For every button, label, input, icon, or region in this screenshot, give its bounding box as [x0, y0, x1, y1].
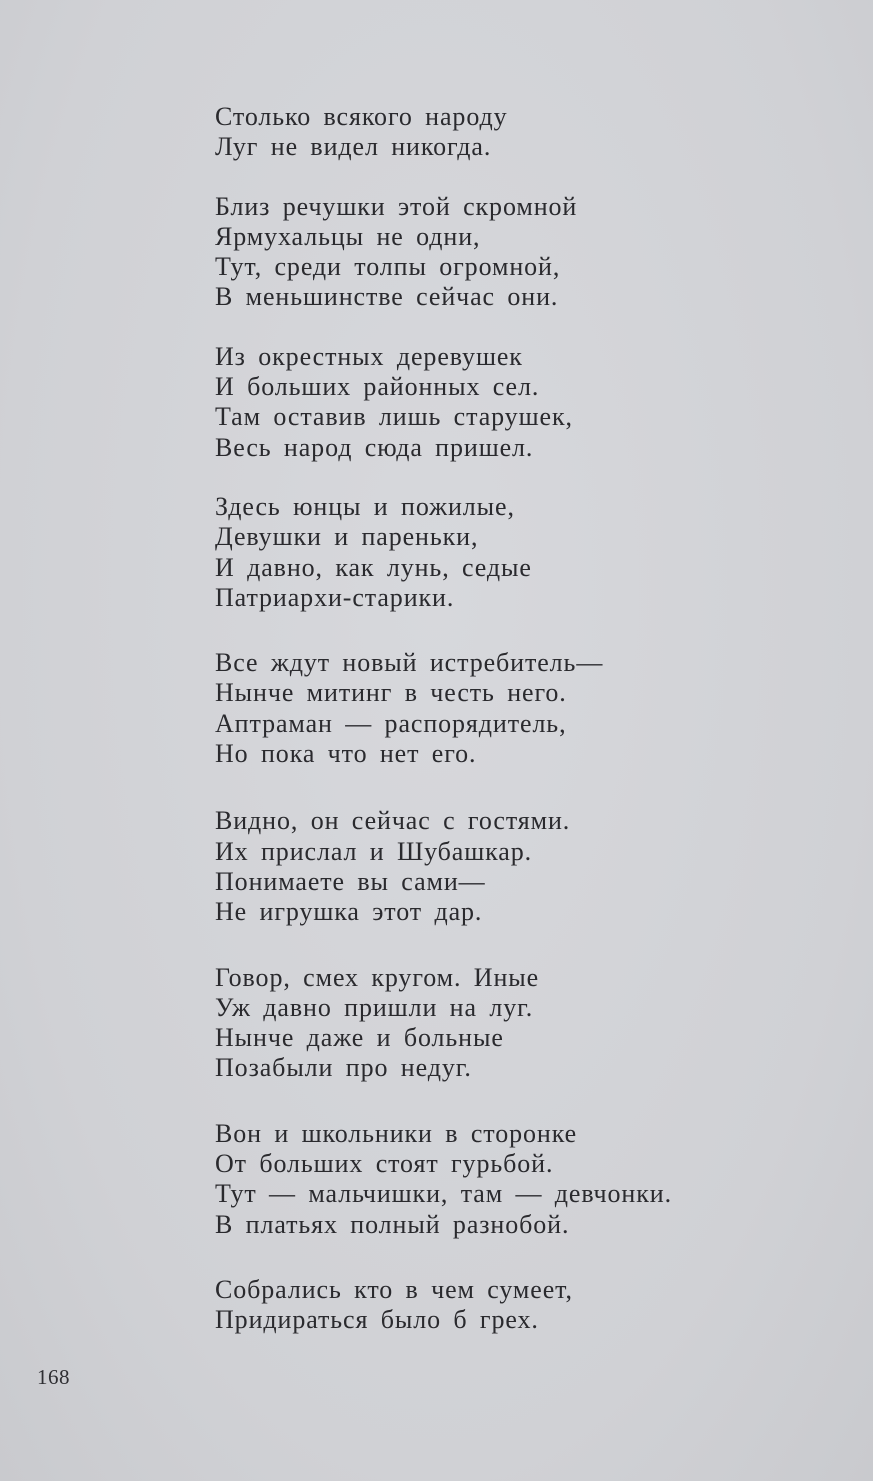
stanza — [215, 648, 775, 769]
poem-line: В меньшинстве сейчас они. — [215, 282, 559, 312]
poem-line: Нынче даже и больные — [215, 1023, 504, 1053]
poem-line: Здесь юнцы и пожилые, — [215, 491, 515, 521]
poem-line: Говор, смех кругом. Иные — [215, 962, 540, 992]
poem-line: Собрались кто в чем сумеет, — [215, 1274, 573, 1304]
poem-line: Не игрушка этот дар. — [215, 897, 483, 927]
stanza — [215, 492, 775, 613]
stanza — [215, 806, 775, 927]
stanza — [215, 1119, 775, 1240]
poem-line: И больших районных сел. — [215, 372, 540, 402]
poem-line: Позабыли про недуг. — [215, 1053, 472, 1083]
stanza — [215, 963, 775, 1084]
poem-line: Видно, он сейчас с гостями. — [215, 806, 571, 836]
poem-line: Их прислал и Шубашкар. — [215, 836, 533, 866]
stanza — [215, 192, 775, 313]
poem-line: Столько всякого народу — [215, 102, 508, 131]
poem-line: Понимаете вы сами— — [215, 866, 486, 896]
poem-line: Вон и школьники в сторонке — [215, 1118, 578, 1148]
poem-line: Уж давно пришли на луг. — [215, 992, 534, 1022]
stanza — [215, 1275, 775, 1336]
poem-line: Там оставив лишь старушек, — [215, 402, 573, 432]
poem-line: Тут, среди толпы огромной, — [215, 252, 561, 282]
poem-line: От больших стоят гурьбой. — [215, 1149, 554, 1179]
poem-line: Девушки и пареньки, — [215, 522, 479, 552]
poem-line: Но пока что нет его. — [215, 739, 477, 769]
poem-line: Все ждут новый истребитель— — [215, 648, 604, 678]
poem-line: Аптраман — распорядитель, — [215, 708, 567, 738]
poem-line: Патриархи-старики. — [215, 582, 455, 612]
poem-text — [215, 102, 775, 1336]
stanza — [215, 342, 775, 463]
poem-line: В платьях полный разнобой. — [215, 1209, 570, 1239]
page-number: 168 — [37, 1365, 70, 1389]
poem-line: Придираться было б грех. — [215, 1305, 539, 1335]
poem-line: Ярмухальцы не одни, — [215, 221, 481, 251]
poem-line: Луг не видел никогда. — [215, 132, 492, 162]
poem-line: Близ речушки этой скромной — [215, 191, 578, 221]
poem-line: Тут — мальчишки, там — девчонки. — [215, 1179, 672, 1209]
stanza — [215, 102, 775, 163]
poem-line: Из окрестных деревушек — [215, 341, 523, 371]
poem-line: Нынче митинг в честь него. — [215, 678, 567, 708]
poem-line: И давно, как лунь, седые — [215, 552, 532, 582]
poem-line: Весь народ сюда пришел. — [215, 432, 534, 462]
